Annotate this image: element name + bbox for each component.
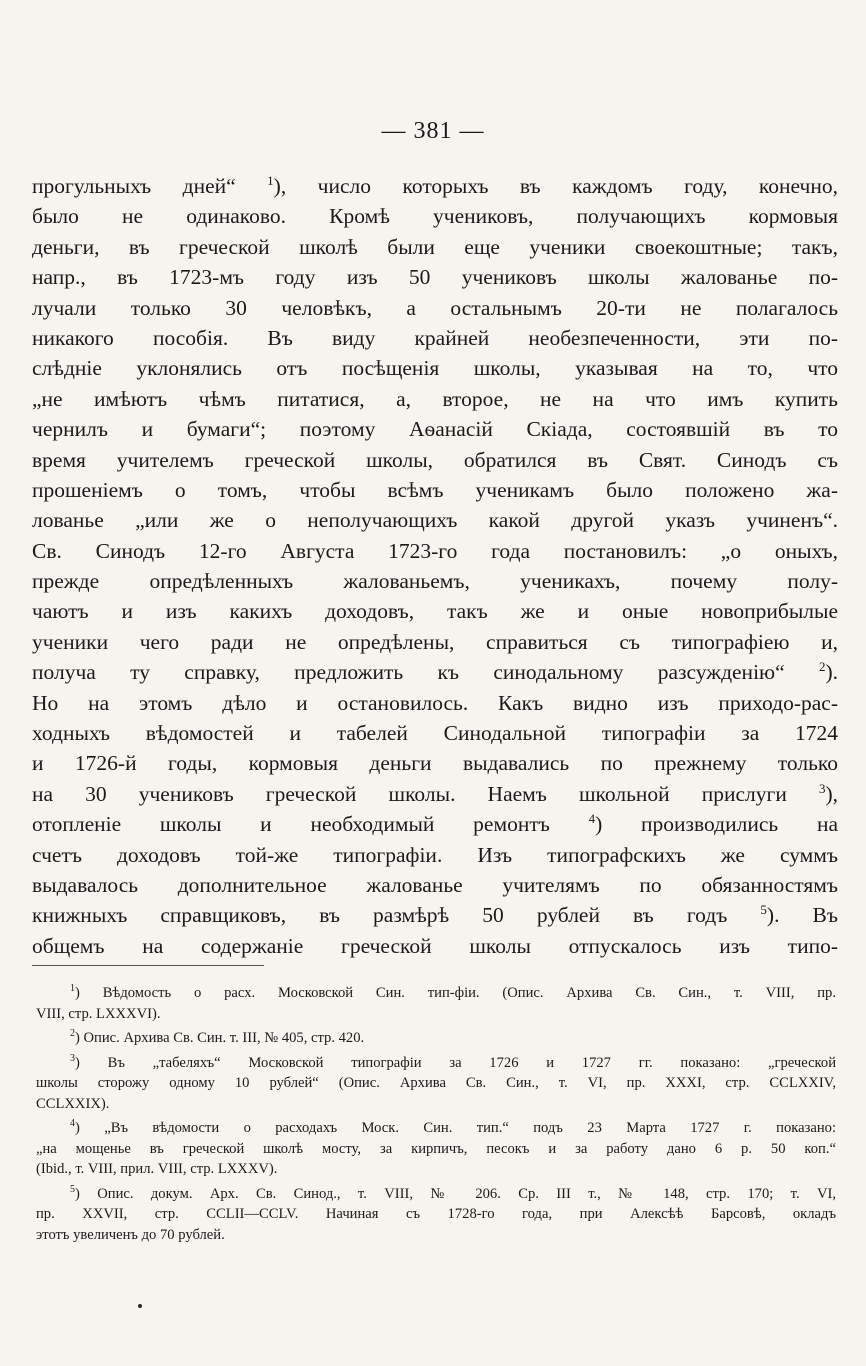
footnote-ref[interactable]: 5 — [760, 902, 767, 918]
text-line: выдавалось дополнительное жалованье учителямъ по обязанностямъ — [32, 872, 838, 897]
footnote-ref[interactable]: 3 — [818, 780, 826, 796]
text-line: ходныхъ вѣдомостей и табелей Синодальной типографіи за 1724 — [32, 721, 838, 746]
footnote — [36, 983, 836, 1024]
text-line: прежде опредѣленныхъ жалованьемъ, ученикахъ, почему полу- — [32, 569, 838, 594]
text-line: время учителемъ греческой школы, обратился въ Свят. Синодъ съ — [32, 447, 838, 472]
text-line: лучали только 30 человѣкъ, а остальнымъ 20-ти не полагалось — [32, 295, 838, 320]
footnote — [36, 1118, 836, 1180]
footnote-line: этотъ увеличенъ до 70 рублей. — [36, 1226, 225, 1243]
text-line: на 30 учениковъ греческой школы. Наемъ школьной прислуги $^3$), — [32, 780, 838, 806]
page-number: — 381 — — [381, 118, 485, 144]
footnote-line: $^5$) Опис. докум. Арх. Св. Синод., т. VIII, № 206. Ср. III т., № 148, стр. 170; т. VI, — [70, 1183, 837, 1202]
text-line: Но на этомъ дѣло и остановилось. Какъ видно изъ приходо-рас- — [32, 690, 838, 715]
text-line: прошеніемъ о томъ, чтобы всѣмъ ученикамъ было положено жа- — [32, 477, 838, 502]
body-text — [32, 171, 838, 961]
text-line: никакого пособія. Въ виду крайней необезпеченности, эти по- — [32, 325, 838, 350]
footnote-ref[interactable]: 1 — [267, 172, 274, 188]
footnote-line: VIII, стр. LXXXVI). — [36, 1005, 161, 1022]
footnote-line: школы сторожу одному 10 рублей“ (Опис. Архива Св. Син., т. VI, пр. XXXI, стр. CCLXXIV, — [36, 1075, 836, 1091]
text-line: Св. Синодъ 12-го Августа 1723-го года постановилъ: „о оныхъ, — [32, 538, 838, 563]
text-line: прогульныхъ дней“ $^1$), число которыхъ въ каждомъ году, конечно, — [32, 172, 838, 198]
footnote-line: CCLXXIX). — [36, 1095, 110, 1112]
ink-speck — [138, 1304, 142, 1308]
footnote-number: 5 — [70, 1183, 75, 1195]
text-line: чернилъ и бумаги“; поэтому Аѳанасій Скіада, состоявшій въ то — [32, 417, 838, 442]
text-line: общемъ на содержаніе греческой школы отпускалось изъ типо- — [32, 933, 838, 958]
text-line: слѣдніе уклонялись отъ посѣщенія школы, указывая на то, что — [32, 356, 838, 381]
footnotes — [36, 983, 836, 1245]
text-line: ученики чего ради не опредѣлены, справиться съ типографіею и, — [32, 629, 838, 654]
footnote-number: 3 — [70, 1052, 75, 1064]
footnote-line: $^2$) Опис. Архива Св. Син. т. III, № 405, стр. 420. — [70, 1028, 365, 1046]
text-line: отопленіе школы и необходимый ремонтъ $^4$) производились на — [32, 811, 838, 837]
text-line: чаютъ и изъ какихъ доходовъ, такъ же и оные новоприбылые — [32, 599, 838, 624]
footnote-line: пр. XXVII, стр. CCLII—CCLV. Начиная съ 1728-го года, при Алексѣѣ Барсовѣ, окладъ — [36, 1206, 836, 1222]
footnote-line: $^3$) Въ „табеляхъ“ Московской типографіи за 1726 и 1727 гг. показано: „греческой — [70, 1052, 837, 1071]
footnote-number: 2 — [70, 1028, 75, 1040]
text-line: и 1726-й годы, кормовыя деньги выдавались по прежнему только — [32, 751, 838, 776]
footnote-line: (Ibid., т. VIII, прил. VIII, стр. LXXXV). — [36, 1161, 278, 1177]
footnote-line: $^1$) Вѣдомость о расх. Московской Син. тип-фіи. (Опис. Архива Св. Син., т. VIII, пр. — [70, 983, 836, 1001]
text-line: книжныхъ справщиковъ, въ размѣрѣ 50 рублей въ годъ $^5$). Въ — [32, 902, 838, 928]
text-line: было не одинаково. Кромѣ учениковъ, получающихъ кормовыя — [32, 204, 838, 229]
text-line: счетъ доходовъ той-же типографіи. Изъ типографскихъ же суммъ — [32, 842, 838, 867]
footnote — [36, 1053, 836, 1115]
text-line: получа ту справку, предложить къ синодальному разсужденію“ $^2$). — [32, 659, 838, 685]
footnote — [36, 1184, 836, 1246]
text-line: деньги, въ греческой школѣ были еще ученики своекоштные; такъ, — [32, 234, 838, 259]
footnote-divider — [32, 965, 264, 966]
footnote-line: „на мощенье въ греческой школѣ мосту, за кирпичъ, песокъ и за работу дано 6 р. 50 коп.“ — [36, 1140, 836, 1157]
text-line: напр., въ 1723-мъ году изъ 50 учениковъ школы жалованье по- — [32, 265, 838, 290]
text-line: „не имѣютъ чѣмъ питатися, а, второе, не на что имъ купить — [32, 386, 838, 411]
footnote-number: 1 — [70, 983, 75, 995]
text-line: лованье „или же о неполучающихъ какой другой указъ учиненъ“. — [32, 508, 838, 533]
footnote-line: $^4$) „Въ вѣдомости о расходахъ Моск. Син. тип.“ подъ 23 Марта 1727 г. показано: — [70, 1118, 837, 1136]
footnote — [36, 1028, 836, 1049]
footnote-ref[interactable]: 4 — [588, 811, 596, 827]
footnote-ref[interactable]: 2 — [818, 659, 826, 675]
footnote-number: 4 — [70, 1118, 75, 1130]
